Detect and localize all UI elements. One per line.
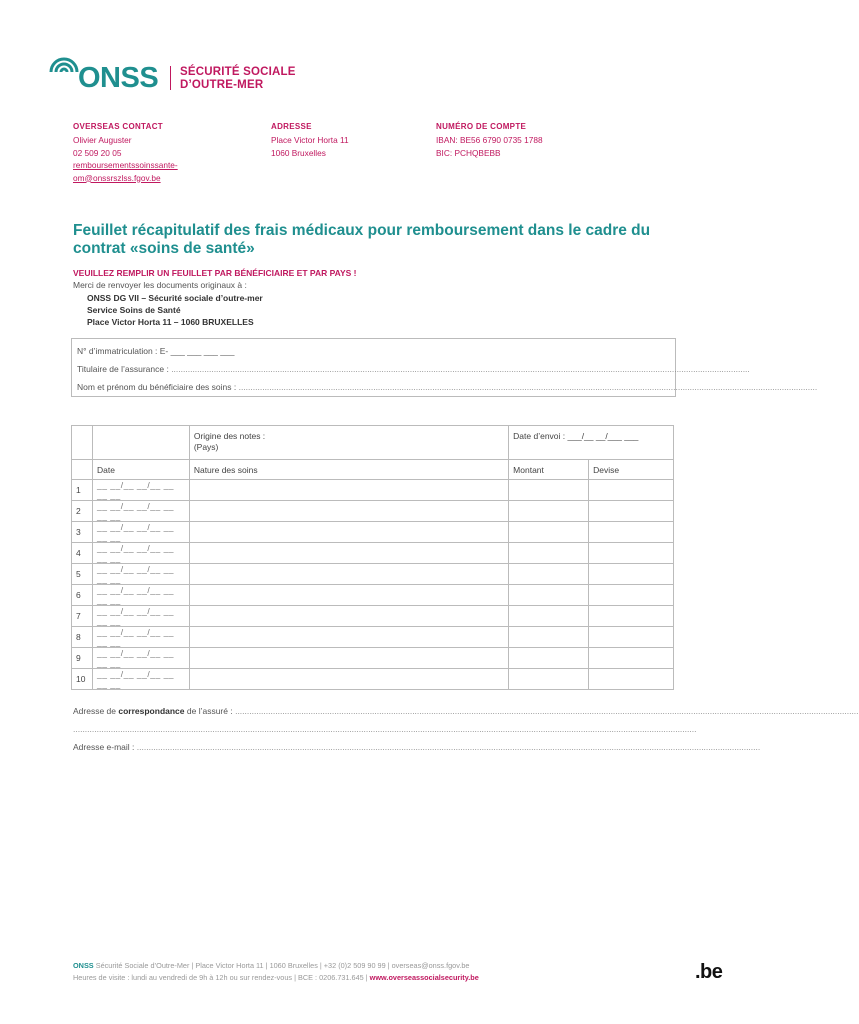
table-row: 8 __ __/__ __/__ __ __ __	[72, 627, 674, 648]
origine-cell[interactable]: Origine des notes : (Pays)	[189, 426, 508, 460]
contact-phone: 02 509 20 05	[73, 147, 122, 158]
table-row: 10 __ __/__ __/__ __ __ __	[72, 669, 674, 690]
overseas-contact-heading: OVERSEAS CONTACT	[73, 122, 163, 131]
intro-text: Merci de renvoyer les documents originaux à :	[73, 280, 247, 290]
website-link[interactable]: www.overseassocialsecurity.be	[369, 973, 479, 982]
col-devise: Devise	[589, 460, 674, 480]
contact-email-link-cont[interactable]: om@onssrszlss.fgov.be	[73, 172, 161, 183]
table-row: 5 __ __/__ __/__ __ __ __	[72, 564, 674, 585]
correspondance-field-line2[interactable]: ........................................................................................................................................................................................................................................................................	[73, 724, 697, 734]
contact-name: Olivier Auguster	[73, 135, 132, 145]
iban: IBAN: BE56 6790 0735 1788	[436, 135, 543, 145]
col-nature: Nature des soins	[189, 460, 508, 480]
expenses-table	[71, 425, 674, 690]
address-line1: Place Victor Horta 11	[271, 135, 349, 145]
date-envoi-cell[interactable]: Date d’envoi : ___/__ __/___ ___	[509, 426, 674, 460]
table-row: 6 __ __/__ __/__ __ __ __	[72, 585, 674, 606]
warning-text: VEUILLEZ REMPLIR UN FEUILLET PAR BÉNÉFICIAIRE ET PAR PAYS !	[73, 268, 357, 278]
table-header-row	[72, 426, 674, 460]
email-field[interactable]: Adresse e-mail : ........................................................................................................................................................................................................................................................................	[73, 742, 761, 752]
footer-line1: ONSS Sécurité Sociale d’Outre-Mer | Place Victor Horta 11 | 1060 Bruxelles | +32 (0)2 509 90 99 | overseas@onss.fgov.be	[73, 961, 470, 970]
logo-divider	[170, 66, 171, 90]
account-block	[436, 122, 543, 159]
table-row: 7 __ __/__ __/__ __ __ __	[72, 606, 674, 627]
address-block	[271, 122, 349, 159]
contact-email-link[interactable]: remboursementssoinssante-	[73, 160, 178, 170]
logo-text: ONSS	[78, 62, 159, 94]
table-row: 4 __ __/__ __/__ __ __ __	[72, 543, 674, 564]
col-montant: Montant	[509, 460, 589, 480]
page-title: Feuillet récapitulatif des frais médicaux pour remboursement dans le cadre du contrat «soins de santé»	[73, 222, 651, 257]
bic: BIC: PCHQBEBB	[436, 147, 501, 158]
table-column-headers	[72, 460, 674, 480]
table-row: 3 __ __/__ __/__ __ __ __	[72, 522, 674, 543]
address-heading: ADRESSE	[271, 122, 312, 131]
table-row: 2 __ __/__ __/__ __ __ __	[72, 501, 674, 522]
table-row: 9 __ __/__ __/__ __ __ __	[72, 648, 674, 669]
return-address: ONSS DG VII – Sécurité sociale d’outre-mer Service Soins de Santé Place Victor Horta 11 – 1060 BRUXELLES	[87, 293, 263, 327]
account-heading: NUMÉRO DE COMPTE	[436, 122, 527, 131]
beneficiaire-field[interactable]: Nom et prénom du bénéficiaire des soins : .....................................................................................................................................................................................................................................................	[77, 382, 818, 392]
correspondance-field[interactable]: Adresse de correspondance de l’assuré : ........................................................................................................................................................................................................................................................................	[73, 706, 859, 716]
logo-subtitle: SÉCURITÉ SOCIALE D’OUTRE-MER	[180, 66, 296, 91]
address-line2: 1060 Bruxelles	[271, 147, 326, 158]
immatriculation-field[interactable]: N° d’immatriculation : E- ___ ___ ___ ___	[77, 346, 235, 356]
table-row: 1 __ __/__ __/__ __ __ __	[72, 480, 674, 501]
footer-line2: Heures de visite : lundi au vendredi de 9h à 12h ou sur rendez-vous | BCE : 0206.731.645 | www.overseassocialsecurity.be	[73, 973, 479, 982]
overseas-contact-block	[73, 122, 178, 184]
col-date: Date	[92, 460, 189, 480]
titulaire-field[interactable]: Titulaire de l’assurance : .....................................................................................................................................................................................................................................................	[77, 364, 750, 374]
be-logo: .be	[695, 961, 723, 983]
onss-logo-icon	[47, 52, 81, 86]
